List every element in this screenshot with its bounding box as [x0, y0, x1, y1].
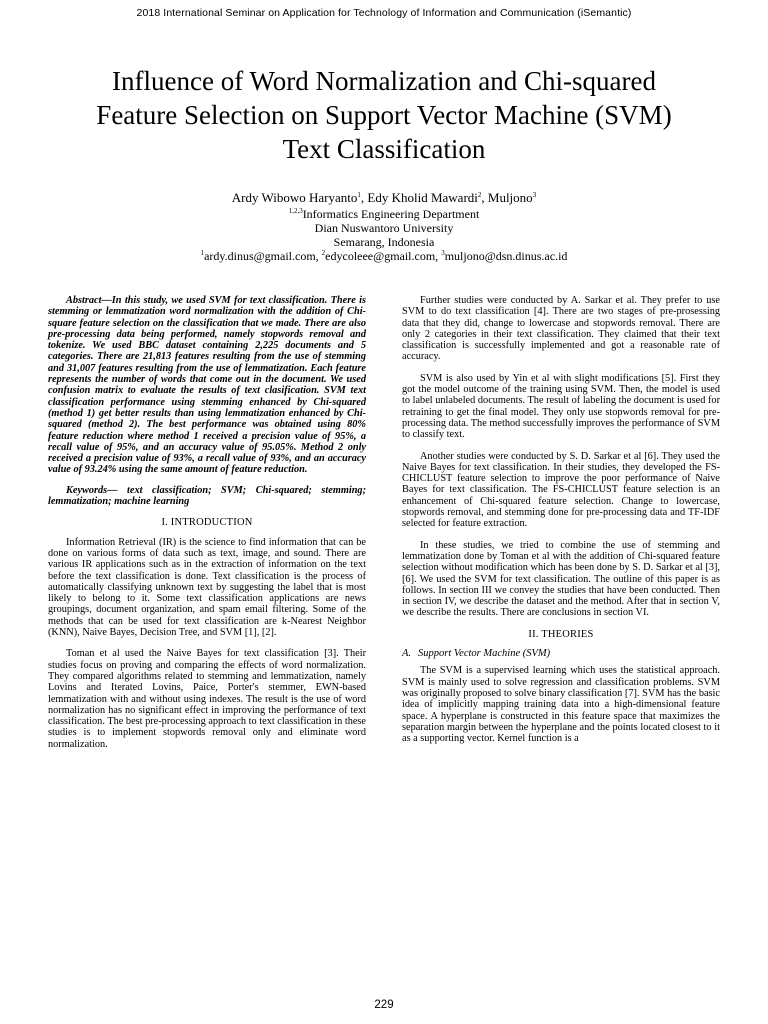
email: ardy.dinus@gmail.com,: [204, 249, 322, 263]
author-block: [0, 191, 768, 263]
affiliation-department: [0, 207, 768, 221]
email-sup: 3: [441, 249, 445, 257]
section-heading-theories: II. THEORIES: [528, 628, 594, 640]
title-line: Text Classification: [282, 134, 486, 164]
author-name: , Muljono: [481, 190, 533, 205]
subsection-title: Support Vector Machine (SVM): [418, 648, 551, 660]
author-sup: 3: [532, 191, 537, 199]
body-paragraph: Information Retrieval (IR) is the science to find information that can be done on various forms of data such as text, image, and sound. There are various IR applications such as in the extraction of information on the text before the text classification is done. Text classification is the process of automatically classifying unknown text by suggesting the label that is most likely to belong to it. Some text classification applications are news groupings, document organization, and spam email filtering. Some of the methods that can be used for text classification are k-Nearest Neighbor (KNN), Naive Bayes, Decision Tree, and SVM [1], [2].: [48, 536, 366, 639]
author-name: , Edy Kholid Mawardi: [360, 190, 478, 205]
author-name: Ardy Wibowo Haryanto: [231, 190, 358, 205]
body-paragraph: The SVM is a supervised learning which uses the statistical approach. SVM is mainly used to solve regression and classification problems. SVM was originally proposed to solve binary classification [7]. SVM has the basic idea of implicitly mapping training data into a high-dimensional feature space. A hyperplane is constructed in this feature space that maximizes the separation margin between the hyperplane and the points located closest to it as a supporting vector. Kernel function is a: [402, 665, 720, 745]
right-column: [402, 295, 720, 754]
abstract: Abstract—In this study, we used SVM for text classification. There is stemming or lemmatization word normalization with the addition of Chi-square feature selection on the classification that we made. There are also pre-processing data being performed, namely stopwords removal and tokenize. We used BBC dataset containing 2,225 documents and 5 categories. There are 21,813 features resulting from the use of stemming and 31,007 features resulting from the use of lemmatization. Each feature represents the number of words that come out in the document. We used confusion matrix to evaluate the results of text clasification. SVM text classification performance using stemming enhanced by Chi-squared (method 1) get better results than using lemmatization enhanced by Chi-squared (method 2). The best performance was obtained using 80% feature reduction where method 1 received a precision value of 95%, a recall value of 95%, and an accuracy value of 95.05%. Method 2 only received a precision value of 93%, a recall value of 93%, and an accuracy value of 93.24% using the same amount of feature reduction.: [48, 295, 366, 476]
author-emails: [0, 249, 768, 263]
body-paragraph: Another studies were conducted by S. D. Sarkar et al [6]. They used the Naive Bayes for text classification. In their studies, they developed the FS-CHICLUST feature selection to improve the poor performance of Naive Bayes for text classification. The FS-CHICLUST feature selection is an enhancement of Chi-squared feature selection. Change to lowercase, stopwords removal, and stemming done for pre-processing data and TF-IDF selected for feature extraction.: [402, 450, 720, 530]
title-line: Feature Selection on Support Vector Machine (SVM): [96, 100, 672, 130]
affiliation-university: Dian Nuswantoro University: [314, 221, 454, 235]
email: edycoleee@gmail.com,: [325, 249, 442, 263]
body-paragraph: In these studies, we tried to combine the use of stemming and lemmatization done by Toman et al with the addition of Chi-squared feature selection without modification which has been done by S. D. Sarkar et al [3], [6]. We used the SVM for text classification. The outline of this paper is as follows. In section III we convey the studies that have been conducted. Then in section IV, we describe the dataset and the method. After that in section V, we describe the results. There are conclusions in section VI.: [402, 539, 720, 619]
keywords: Keywords— text classification; SVM; Chi-squared; stemming; lemmatization; machine learning: [48, 484, 366, 508]
affiliation-city: Semarang, Indonesia: [333, 235, 435, 249]
email: muljono@dsn.dinus.ac.id: [444, 249, 568, 263]
author-sup: 2: [477, 191, 482, 199]
page-number: 229: [374, 999, 394, 1011]
affiliation-sup: 1,2,3: [288, 207, 303, 215]
body-paragraph: Toman et al used the Naive Bayes for text classification [3]. Their studies focus on proving and comparing the effects of word normalization. They compared algorithms related to stemming and lemmatization, namely Lovins and Iterated Lovins, Paice, Porter's stemmer, EWN-based lemmatization with and without using indexes. The result is the use of word normalization has no significant effect in improving the performance of text classification. The best pre-processing approach to text classification in these studies is to implement stopwords removal only and eliminate word normalization.: [48, 648, 366, 750]
body-paragraph: Further studies were conducted by A. Sarkar et al. They prefer to use SVM to do text classification [4]. There are two stages of pre-prosessing data that they did, change to lowercase and stopwords removal. There are only 2 categories in their text classification. They claimed that their text classification is successfully implemented and got a reasonable rate of accuracy.: [402, 295, 720, 363]
paper-title: [40, 64, 728, 166]
left-column: [48, 295, 366, 760]
title-line: Influence of Word Normalization and Chi-squared: [112, 66, 656, 96]
body-paragraph: SVM is also used by Yin et al with slight modifications [5]. First they got the model outcome of the training using SVM. Then, the model is used to label unlabeled documents. The result of labeling the document is used for retraining to get the final model. They only use stopwords removal for pre-processing data. The method successfully improves the performance of SVM to classify text.: [402, 372, 720, 441]
author-sup: 1: [357, 191, 361, 199]
author-names: [0, 191, 768, 205]
department-text: Informatics Engineering Department: [302, 207, 480, 221]
subsection-heading-svm: [402, 648, 720, 659]
conference-header: 2018 International Seminar on Application for Technology of Information and Communication (iSemantic): [136, 7, 632, 19]
subsection-number: A.: [402, 648, 412, 660]
section-heading-introduction: I. INTRODUCTION: [161, 517, 253, 529]
email-sup: 1: [200, 249, 205, 257]
email-sup: 2: [321, 249, 326, 257]
